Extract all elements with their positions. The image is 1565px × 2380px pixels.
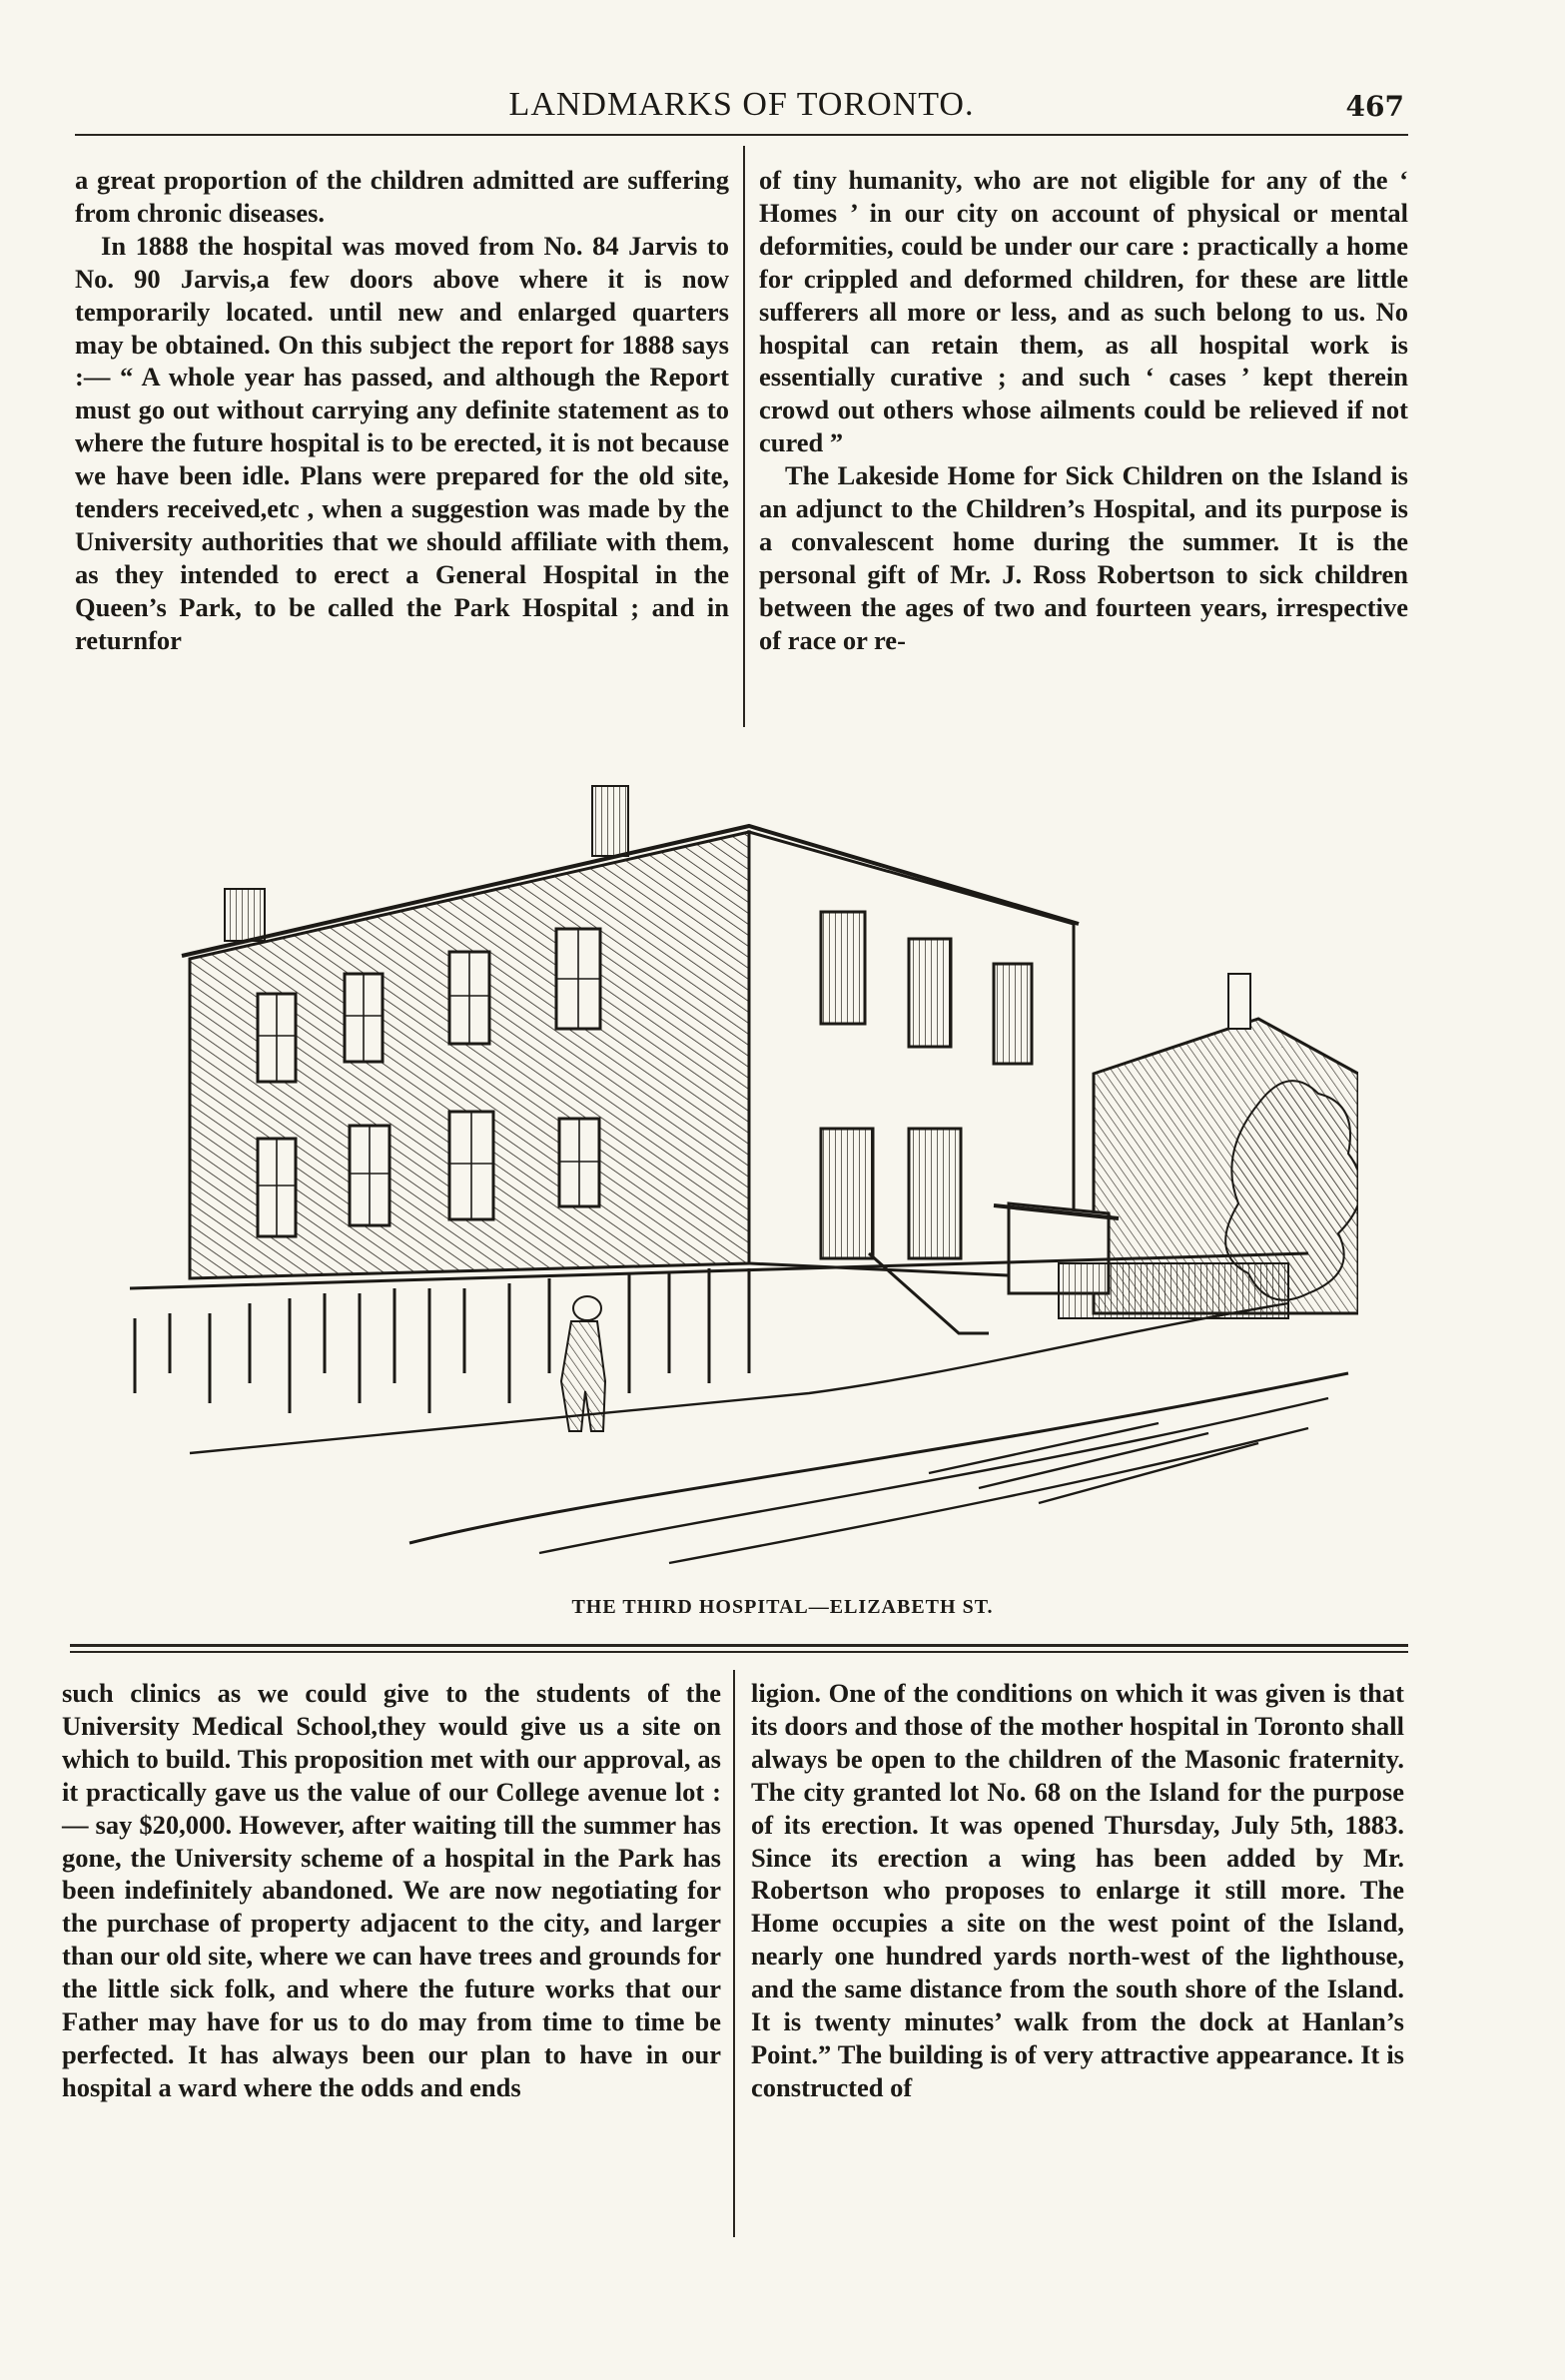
paragraph: The Lakeside Home for Sick Children on the Island is an adjunct to the Children’s Hospital, and its purpose is a convalescent home during the summer. It is the personal gift of Mr. J. Ross Robertson to sick children between the ages of two and fourteen years, irrespective of race or re- — [759, 460, 1408, 655]
page-number: 467 — [1345, 90, 1404, 123]
column-divider-bottom — [733, 1670, 735, 2237]
page-header — [75, 82, 1408, 136]
hospital-engraving — [110, 774, 1358, 1578]
text-column-top-right — [759, 164, 1408, 657]
text-column-bottom-right — [751, 1677, 1404, 2104]
text-column-top-left — [75, 164, 729, 657]
paragraph: of tiny humanity, who are not eligible for any of the ‘ Homes ’ in our city on account of physical or mental deformities, could be under our care : practically a home for crippled and deformed children, for these are little sufferers all more or less, and as such belong to us. No hospital can retain them, as all hospital work is essentially curative ; and such ‘ cases ’ kept therein crowd out others whose ailments could be relieved if not cured ” — [759, 165, 1408, 458]
paragraph: a great proportion of the children admitted are suffering from chronic diseases. — [75, 165, 729, 228]
running-title: LANDMARKS OF TORONTO. — [508, 86, 975, 123]
section-rule — [70, 1651, 1408, 1653]
standing-figure — [561, 1296, 605, 1431]
section-rule — [70, 1644, 1408, 1647]
paragraph: ligion. One of the conditions on which it was given is that its doors and those of the mother hospital in Toronto shall always be open to the children of the Masonic fraternity. The city granted lot No. 68 on the Island for the purpose of its erection. It was opened Thursday, July 5th, 1883. Since its erection a wing has been added by Mr. Robertson who proposes to enlarge it still more. The Home occupies a site on the west point of the Island, nearly one hundred yards north-west of the lighthouse, and the same distance from the south shore of the Island. It is twenty minutes’ walk from the dock at Hanlan’s Point.” The building is of very attractive appearance. It is constructed of — [751, 1678, 1404, 2102]
paragraph: In 1888 the hospital was moved from No. 84 Jarvis to No. 90 Jarvis,a few doors above where it is now temporarily located. until new and enlarged quarters may be obtained. On this subject the report for 1888 says :— “ A whole year has passed, and although the Report must go out without carrying any definite statement as to where the future hospital is to be erected, it is not because we have been idle. Plans were prepared for the old site, tenders received,etc , when a suggestion was made by the University authorities that we should affiliate with them, as they intended to erect a General Hospital in the Queen’s Park, to be called the Park Hospital ; and in returnfor — [75, 230, 729, 655]
column-divider-top — [743, 146, 745, 727]
illustration-caption: THE THIRD HOSPITAL—ELIZABETH ST. — [571, 1596, 994, 1618]
text-column-bottom-left — [62, 1677, 721, 2104]
paragraph: such clinics as we could give to the students of the University Medical School,they would give us a site on which to build. This proposition met with our approval, as it practically gave us the value of our College avenue lot :— say $20,000. However, after waiting till the summer has gone, the University scheme of a hospital in the Park has been indefinitely abandoned. We are now negotiating for the purchase of property adjacent to the city, and larger than our old site, where we can have trees and grounds for the little sick folk, and where the future works that our Father may have for us to do may from time to time be perfected. It has always been our plan to have in our hospital a ward where the odds and ends — [62, 1678, 721, 2102]
street — [190, 1303, 1348, 1563]
main-building — [182, 786, 1079, 1333]
